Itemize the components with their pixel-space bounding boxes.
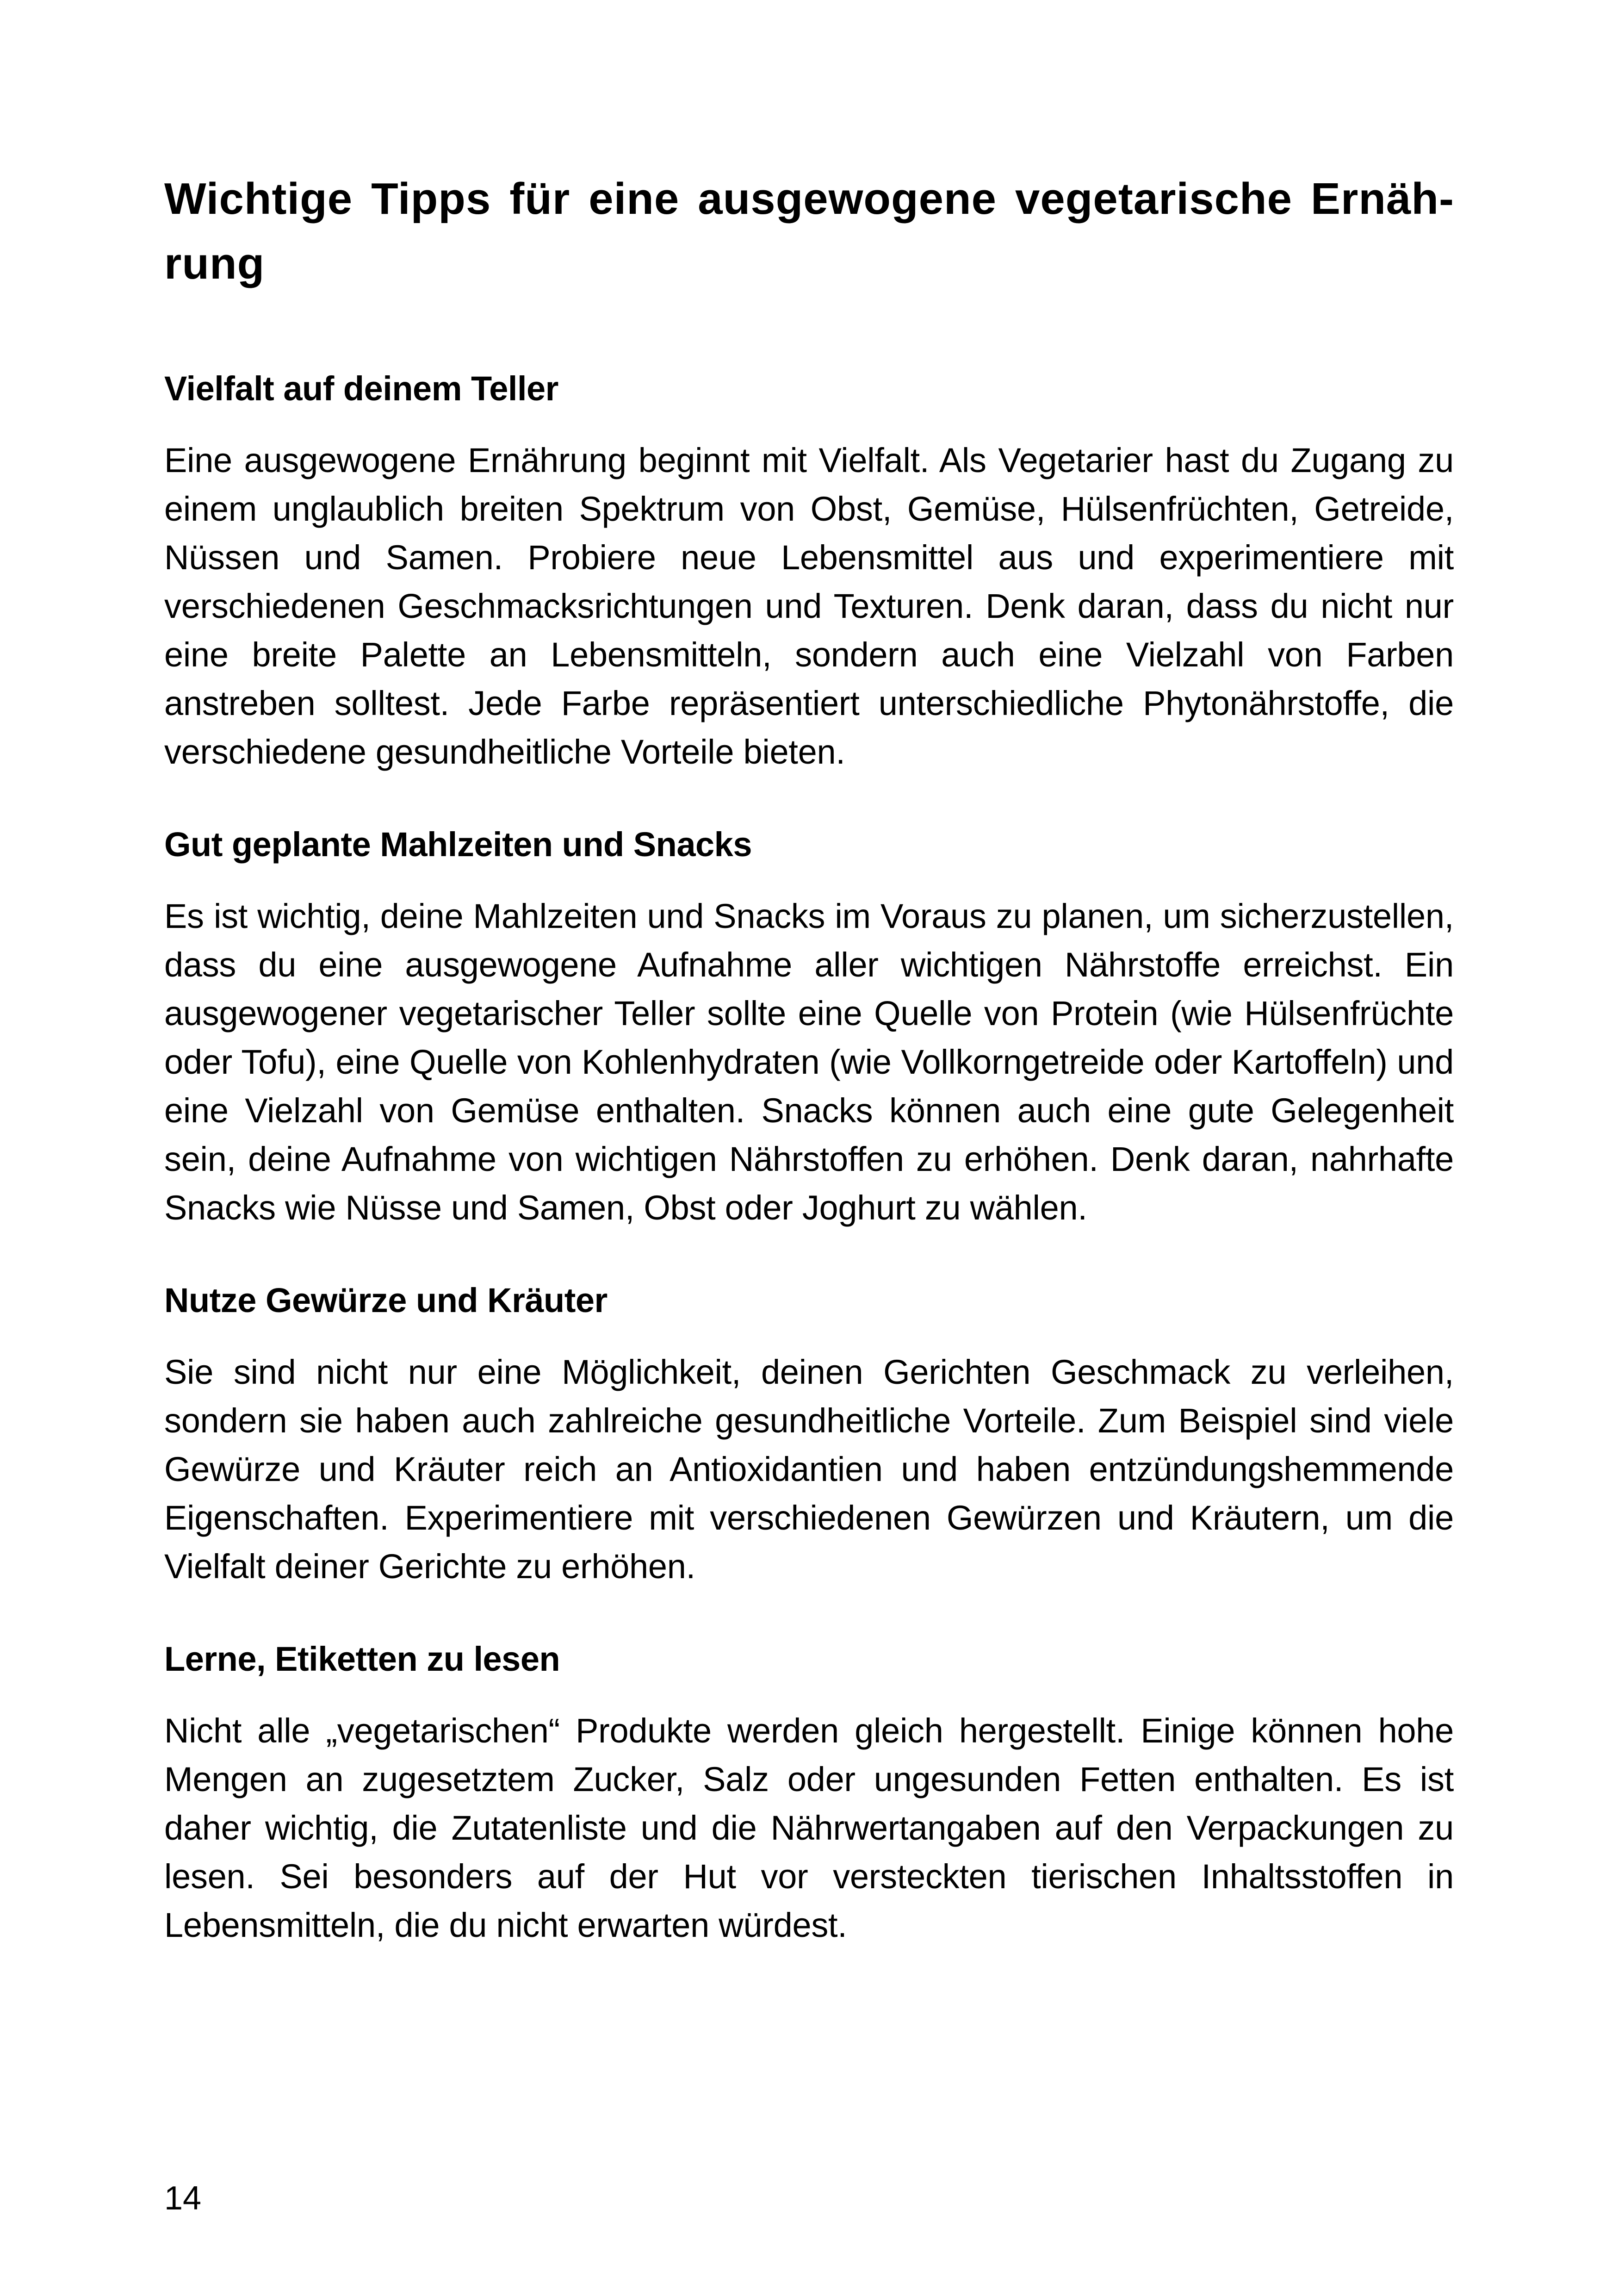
section-vielfalt [164, 366, 1454, 776]
section-heading: Lerne, Etiketten zu lesen [164, 1640, 560, 1678]
section-mahlzeiten [164, 821, 1454, 1232]
section-gewuerze [164, 1277, 1454, 1591]
section-paragraph: Es ist wichtig, deine Mahlzeiten und Snacks im Voraus zu planen, um sicherzustellen, dass du eine ausgewogene Aufnahme aller wichtigen Nährstoffe erreichst. Ein ausgewogener vegetarischer Teller sollte eine Quelle von Protein (wie Hülsenfrüchte oder Tofu), eine Quelle von Kohlenhydraten (wie Vollkorngetreide oder Kartoffeln) und eine Vielzahl von Gemüse enthalten. Snacks können auch eine gute Gelegenheit sein, deine Aufnahme von wichtigen Nährstoffen zu erhöhen. Denk daran, nahrhafte Snacks wie Nüsse und Samen, Obst oder Joghurt zu wählen. [164, 897, 1454, 1227]
section-paragraph: Nicht alle „vegetarischen“ Produkte werden gleich hergestellt. Einige können hohe Mengen an zugesetztem Zucker, Salz oder ungesunden Fetten enthalten. Es ist daher wichtig, die Zutatenliste und die Nährwertangaben auf den Verpackungen zu lesen. Sei besonders auf der Hut vor versteckten tierischen Inhaltsstoffen in Lebensmitteln, die du nicht erwarten würdest. [164, 1711, 1454, 1944]
page-title: Wichtige Tipps für eine ausgewogene vegetarische Ernährung [164, 174, 1454, 288]
section-heading: Nutze Gewürze und Kräuter [164, 1281, 608, 1319]
section-paragraph: Eine ausgewogene Ernährung beginnt mit Vielfalt. Als Vegetarier hast du Zugang zu einem unglaublich breiten Spektrum von Obst, Gemüse, Hülsenfrüchten, Getreide, Nüssen und Samen. Probiere neue Lebensmittel aus und experimentiere mit verschiedenen Geschmacksrichtungen und Texturen. Denk daran, dass du nicht nur eine breite Palette an Lebensmitteln, sondern auch eine Vielzahl von Farben anstreben solltest. Jede Farbe repräsentiert unterschiedliche Phytonährstoffe, die verschiedene gesundheitliche Vorteile bieten. [164, 441, 1454, 771]
page-number: 14 [164, 2180, 202, 2217]
page-content [164, 167, 1454, 1949]
section-paragraph: Sie sind nicht nur eine Möglichkeit, deinen Gerichten Geschmack zu verleihen, sondern sie haben auch zahlreiche gesundheitliche Vorteile. Zum Beispiel sind viele Gewürze und Kräuter reich an Antioxidantien und haben entzündungshemmende Eigenschaften. Experimentiere mit verschiedenen Gewürzen und Kräutern, um die Vielfalt deiner Gerichte zu erhöhen. [164, 1353, 1454, 1586]
section-heading: Gut geplante Mahlzeiten und Snacks [164, 825, 752, 864]
section-heading: Vielfalt auf deinem Teller [164, 369, 558, 408]
section-etiketten [164, 1636, 1454, 1949]
